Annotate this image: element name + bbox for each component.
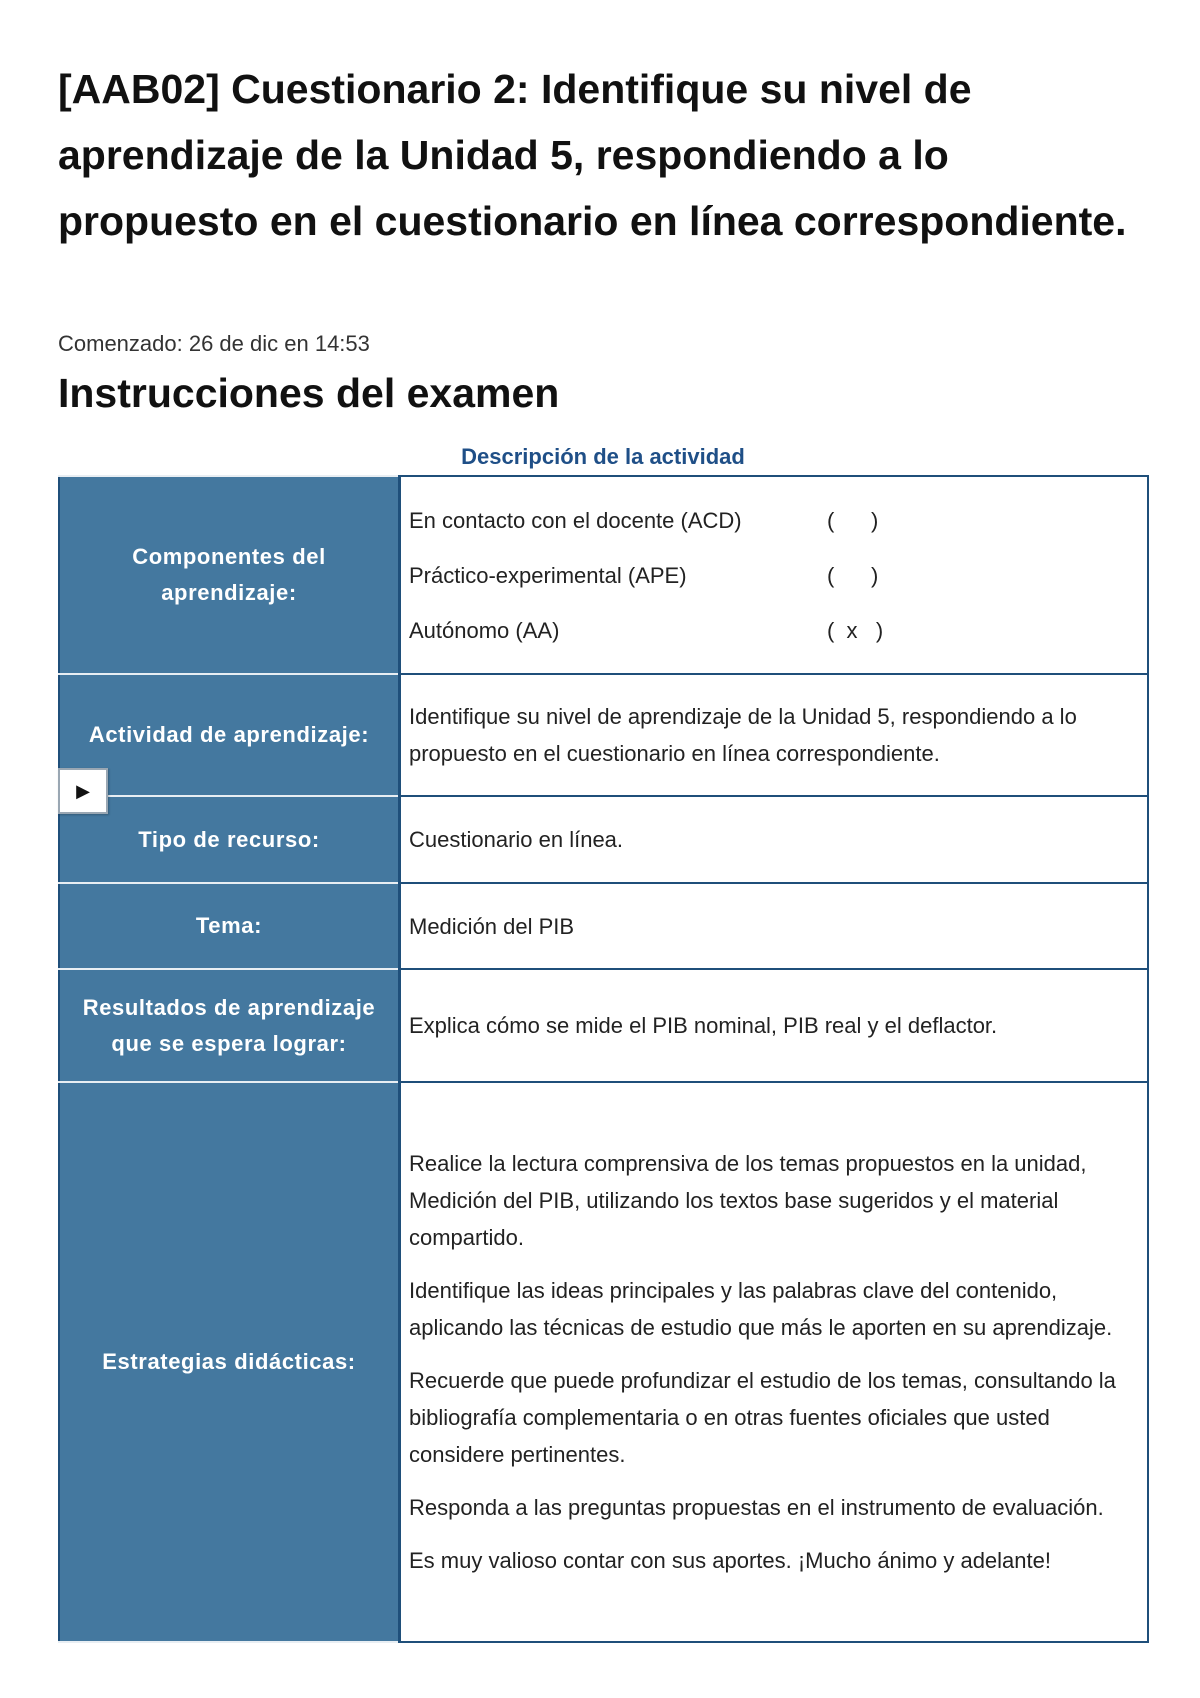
component-item-acd <box>409 493 1139 548</box>
strategies-value <box>400 1082 1149 1642</box>
table-row-expected-results <box>59 969 1148 1082</box>
started-timestamp: Comenzado: 26 de dic en 14:53 <box>58 331 370 356</box>
strategy-paragraph: Identifique las ideas principales y las palabras clave del contenido, aplicando las técnicas de estudio que más le aporten en su aprendizaje. <box>409 1278 1113 1340</box>
table-row-components <box>59 476 1148 674</box>
components-label: Componentes del aprendizaje: <box>59 476 400 674</box>
page-title: [AAB02] Cuestionario 2: Identifique su nivel de aprendizaje de la Unidad 5, respondiendo a lo propuesto en el cuestionario en línea correspondiente. <box>58 66 1127 244</box>
strategies-label: Estrategias didácticas: <box>59 1082 400 1642</box>
component-mark: ( x ) <box>827 617 884 643</box>
component-mark: ( ) <box>827 507 879 533</box>
learning-activity-label: Actividad de aprendizaje: <box>59 674 400 796</box>
components-value <box>400 476 1149 674</box>
table-row-learning-activity <box>59 674 1148 796</box>
component-name: Autónomo (AA) <box>409 617 560 643</box>
table-row-strategies <box>59 1082 1148 1642</box>
expected-results-label: Resultados de aprendizaje que se espera lograr: <box>59 969 400 1082</box>
resource-type-label: Tipo de recurso: <box>59 796 400 883</box>
activity-table <box>58 475 1149 1643</box>
expected-results-value: Explica cómo se mide el PIB nominal, PIB real y el deflactor. <box>400 969 1149 1082</box>
component-mark: ( ) <box>827 562 879 588</box>
strategy-paragraph: Responda a las preguntas propuestas en el instrumento de evaluación. <box>409 1495 1104 1520</box>
strategy-paragraph: Es muy valioso contar con sus aportes. ¡Mucho ánimo y adelante! <box>409 1548 1051 1573</box>
table-row-topic <box>59 883 1148 969</box>
component-name: En contacto con el docente (ACD) <box>409 507 742 533</box>
play-icon: ▶ <box>76 780 90 801</box>
strategy-paragraph: Recuerde que puede profundizar el estudio de los temas, consultando la bibliografía complementaria o en otras fuentes oficiales que usted considere pertinentes. <box>409 1368 1116 1467</box>
expand-toggle-button[interactable] <box>58 768 108 814</box>
component-item-ape <box>409 548 1139 603</box>
topic-label: Tema: <box>59 883 400 969</box>
table-row-resource-type <box>59 796 1148 883</box>
component-item-aa <box>409 603 1139 658</box>
activity-table-caption: Descripción de la actividad <box>461 444 745 469</box>
resource-type-value: Cuestionario en línea. <box>400 796 1149 883</box>
component-name: Práctico-experimental (APE) <box>409 562 687 588</box>
strategy-paragraph: Realice la lectura comprensiva de los temas propuestos en la unidad, Medición del PIB, utilizando los textos base sugeridos y el material compartido. <box>409 1151 1087 1250</box>
exam-instructions-heading: Instrucciones del examen <box>58 370 560 416</box>
learning-activity-value: Identifique su nivel de aprendizaje de la Unidad 5, respondiendo a lo propuesto en el cuestionario en línea correspondiente. <box>400 674 1149 796</box>
topic-value: Medición del PIB <box>400 883 1149 969</box>
